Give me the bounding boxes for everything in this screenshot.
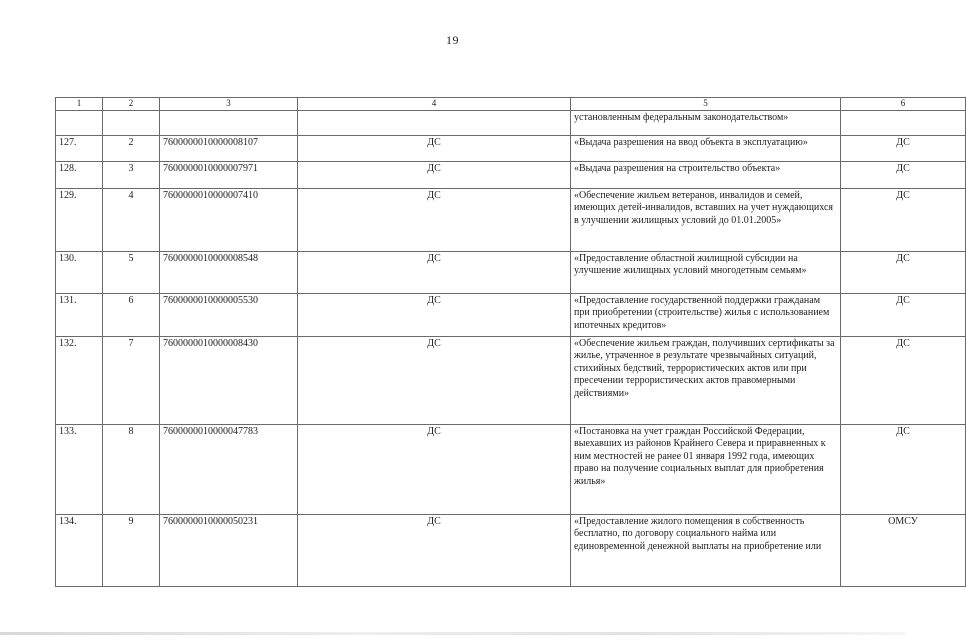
scan-edge-divider bbox=[0, 632, 905, 635]
executor-cell: ОМСУ bbox=[841, 515, 966, 587]
registry-code-cell: 7600000010000008107 bbox=[160, 136, 298, 162]
column-header: 6 bbox=[841, 98, 966, 111]
sub-number-cell: 6 bbox=[103, 294, 160, 337]
services-table bbox=[55, 97, 966, 587]
registry-code-cell: 7600000010000007971 bbox=[160, 162, 298, 189]
service-name-cell: «Предоставление государственной поддержки гражданам при приобретении (строительстве) жилья с использованием ипотечных кредитов» bbox=[571, 294, 841, 337]
row-number-cell: 131. bbox=[56, 294, 103, 337]
executor-cell: ДС bbox=[841, 189, 966, 252]
executor-cell: ДС bbox=[841, 294, 966, 337]
row-number-cell: 128. bbox=[56, 162, 103, 189]
sub-number-cell: 3 bbox=[103, 162, 160, 189]
column-header: 3 bbox=[160, 98, 298, 111]
service-name-cell: «Предоставление жилого помещения в собственность бесплатно, по договору социального найма или единовременной денежной выплаты на приобретение или bbox=[571, 515, 841, 587]
table-cell bbox=[841, 111, 966, 136]
column-header: 2 bbox=[103, 98, 160, 111]
sub-number-cell: 9 bbox=[103, 515, 160, 587]
table-row bbox=[56, 515, 966, 587]
table-row bbox=[56, 252, 966, 294]
table-row bbox=[56, 189, 966, 252]
executor-cell: ДС bbox=[841, 136, 966, 162]
continuation-row bbox=[56, 111, 966, 136]
service-name-cell: «Выдача разрешения на строительство объекта» bbox=[571, 162, 841, 189]
sub-number-cell: 4 bbox=[103, 189, 160, 252]
registry-code-cell: 7600000010000047783 bbox=[160, 425, 298, 515]
registry-code-cell: 7600000010000008548 bbox=[160, 252, 298, 294]
column-header: 1 bbox=[56, 98, 103, 111]
column-header: 4 bbox=[298, 98, 571, 111]
executor-cell: ДС bbox=[841, 162, 966, 189]
body-cell: ДС bbox=[298, 294, 571, 337]
table-row bbox=[56, 162, 966, 189]
executor-cell: ДС bbox=[841, 252, 966, 294]
registry-code-cell: 7600000010000007410 bbox=[160, 189, 298, 252]
table-row bbox=[56, 294, 966, 337]
sub-number-cell: 5 bbox=[103, 252, 160, 294]
table-row bbox=[56, 136, 966, 162]
table-cell bbox=[160, 111, 298, 136]
row-number-cell: 127. bbox=[56, 136, 103, 162]
table-cell bbox=[103, 111, 160, 136]
table-header-row bbox=[56, 98, 966, 111]
body-cell: ДС bbox=[298, 515, 571, 587]
service-name-cell: «Выдача разрешения на ввод объекта в эксплуатацию» bbox=[571, 136, 841, 162]
sub-number-cell: 8 bbox=[103, 425, 160, 515]
service-name-cell: «Обеспечение жильем граждан, получивших сертификаты за жилье, утраченное в результате чрезвычайных ситуаций, стихийных бедствий, террористических актов или при пресечении террористических актов правомерными действиями» bbox=[571, 337, 841, 425]
table-cell bbox=[56, 111, 103, 136]
registry-code-cell: 7600000010000005530 bbox=[160, 294, 298, 337]
body-cell: ДС bbox=[298, 337, 571, 425]
executor-cell: ДС bbox=[841, 425, 966, 515]
body-cell: ДС bbox=[298, 425, 571, 515]
body-cell: ДС bbox=[298, 162, 571, 189]
table-row bbox=[56, 337, 966, 425]
row-number-cell: 134. bbox=[56, 515, 103, 587]
row-number-cell: 130. bbox=[56, 252, 103, 294]
table-cell bbox=[298, 111, 571, 136]
registry-code-cell: 7600000010000050231 bbox=[160, 515, 298, 587]
row-number-cell: 133. bbox=[56, 425, 103, 515]
table-row bbox=[56, 425, 966, 515]
service-name-cell: «Обеспечение жильем ветеранов, инвалидов и семей, имеющих детей-инвалидов, вставших на учет нуждающихся в улучшении жилищных условий до 01.01.2005» bbox=[571, 189, 841, 252]
sub-number-cell: 7 bbox=[103, 337, 160, 425]
row-number-cell: 129. bbox=[56, 189, 103, 252]
registry-code-cell: 7600000010000008430 bbox=[160, 337, 298, 425]
sub-number-cell: 2 bbox=[103, 136, 160, 162]
column-header: 5 bbox=[571, 98, 841, 111]
body-cell: ДС bbox=[298, 136, 571, 162]
service-name-cell: «Постановка на учет граждан Российской Федерации, выехавших из районов Крайнего Севера и приравненных к ним местностей не ранее 01 января 1992 года, имеющих право на получение социальных выплат для приобретения жилья» bbox=[571, 425, 841, 515]
body-cell: ДС bbox=[298, 189, 571, 252]
page-number: 19 bbox=[446, 33, 459, 47]
service-name-cell: установленным федеральным законодательством» bbox=[571, 111, 841, 136]
executor-cell: ДС bbox=[841, 337, 966, 425]
row-number-cell: 132. bbox=[56, 337, 103, 425]
body-cell: ДС bbox=[298, 252, 571, 294]
service-name-cell: «Предоставление областной жилищной субсидии на улучшение жилищных условий многодетным семьям» bbox=[571, 252, 841, 294]
